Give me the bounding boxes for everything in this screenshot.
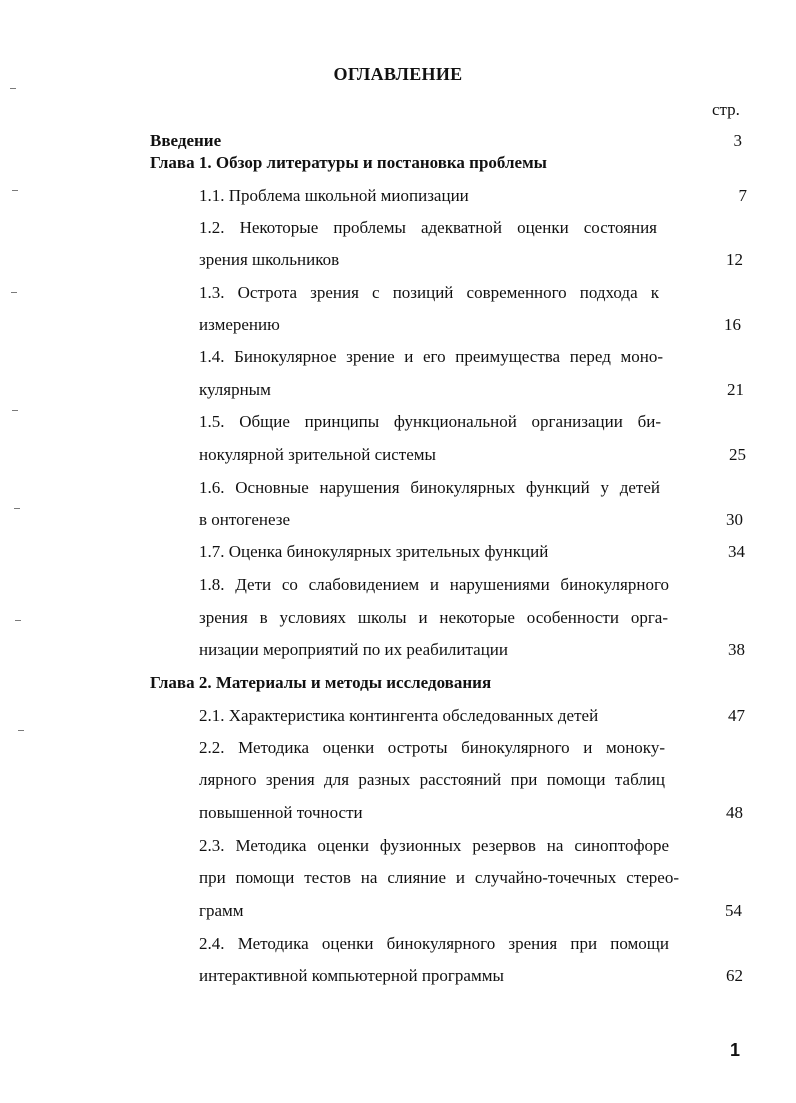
toc-entry-1-1: 1.1. Проблема школьной миопизации	[199, 186, 469, 205]
page-number: 1	[730, 1040, 741, 1060]
toc-page-1-4: 21	[727, 380, 744, 399]
toc-entry-2-3-cont: при помощи тестов на слияние и случайно-точечных стерео-	[199, 868, 679, 887]
scan-speck	[14, 508, 20, 509]
toc-page-1-7: 34	[728, 542, 745, 561]
toc-entry-2-2-cont: лярного зрения для разных расстояний при помощи таблиц	[199, 770, 665, 789]
scan-speck	[11, 292, 17, 293]
scan-speck	[10, 88, 16, 89]
scan-speck	[12, 410, 18, 411]
toc-page-1-8: 38	[728, 640, 745, 659]
toc-entry-chapter-2: Глава 2. Материалы и методы исследования	[150, 673, 492, 692]
toc-page-1-1: 7	[738, 186, 747, 205]
pages-column-header: стр.	[712, 100, 740, 119]
toc-entry-1-5-cont: нокулярной зрительной системы	[199, 445, 436, 464]
toc-page-2-3: 54	[725, 901, 742, 920]
toc-entry-intro: Введение	[150, 131, 222, 150]
toc-entry-1-2: 1.2. Некоторые проблемы адекватной оценки состояния	[199, 218, 657, 237]
toc-entry-1-6: 1.6. Основные нарушения бинокулярных функций у детей	[199, 478, 660, 497]
toc-entry-2-4-cont: интерактивной компьютерной программы	[199, 966, 504, 985]
toc-entry-chapter-1: Глава 1. Обзор литературы и постановка проблемы	[150, 153, 547, 172]
scan-speck	[15, 620, 21, 621]
scan-speck	[18, 730, 24, 731]
toc-entry-1-8-cont2: низации мероприятий по их реабилитации	[199, 640, 508, 659]
toc-entry-1-6-cont: в онтогенезе	[199, 510, 290, 529]
toc-page-1-6: 30	[726, 510, 743, 529]
toc-entry-1-3-cont: измерению	[199, 315, 280, 334]
toc-page-1-3: 16	[724, 315, 741, 334]
toc-entry-2-1: 2.1. Характеристика контингента обследованных детей	[199, 706, 599, 725]
toc-page-intro: 3	[733, 131, 742, 150]
toc-entry-1-8-cont: зрения в условиях школы и некоторые особенности орга-	[199, 608, 668, 627]
toc-entry-2-4: 2.4. Методика оценки бинокулярного зрения при помощи	[199, 934, 669, 953]
toc-page-1-5: 25	[729, 445, 746, 464]
toc-entry-1-4-cont: кулярным	[199, 380, 271, 399]
toc-entry-2-3: 2.3. Методика оценки фузионных резервов на синоптофоре	[199, 836, 669, 855]
scan-speck	[12, 190, 18, 191]
toc-entry-1-2-cont: зрения школьников	[199, 250, 340, 269]
toc-entry-2-2: 2.2. Методика оценки остроты бинокулярного и моноку-	[199, 738, 665, 757]
toc-entry-2-3-cont2: грамм	[199, 901, 244, 920]
toc-entry-1-3: 1.3. Острота зрения с позиций современного подхода к	[199, 283, 659, 302]
toc-entry-1-7: 1.7. Оценка бинокулярных зрительных функций	[199, 542, 549, 561]
toc-page-2-4: 62	[726, 966, 743, 985]
toc-page-2-2: 48	[726, 803, 743, 822]
page-title: ОГЛАВЛЕНИЕ	[333, 64, 463, 84]
toc-page-1-2: 12	[726, 250, 743, 269]
toc-entry-1-4: 1.4. Бинокулярное зрение и его преимущества перед моно-	[199, 347, 663, 366]
toc-entry-2-2-cont2: повышенной точности	[199, 803, 363, 822]
toc-entry-1-5: 1.5. Общие принципы функциональной организации би-	[199, 412, 661, 431]
toc-entry-1-8: 1.8. Дети со слабовидением и нарушениями бинокулярного	[199, 575, 669, 594]
toc-page-2-1: 47	[728, 706, 745, 725]
